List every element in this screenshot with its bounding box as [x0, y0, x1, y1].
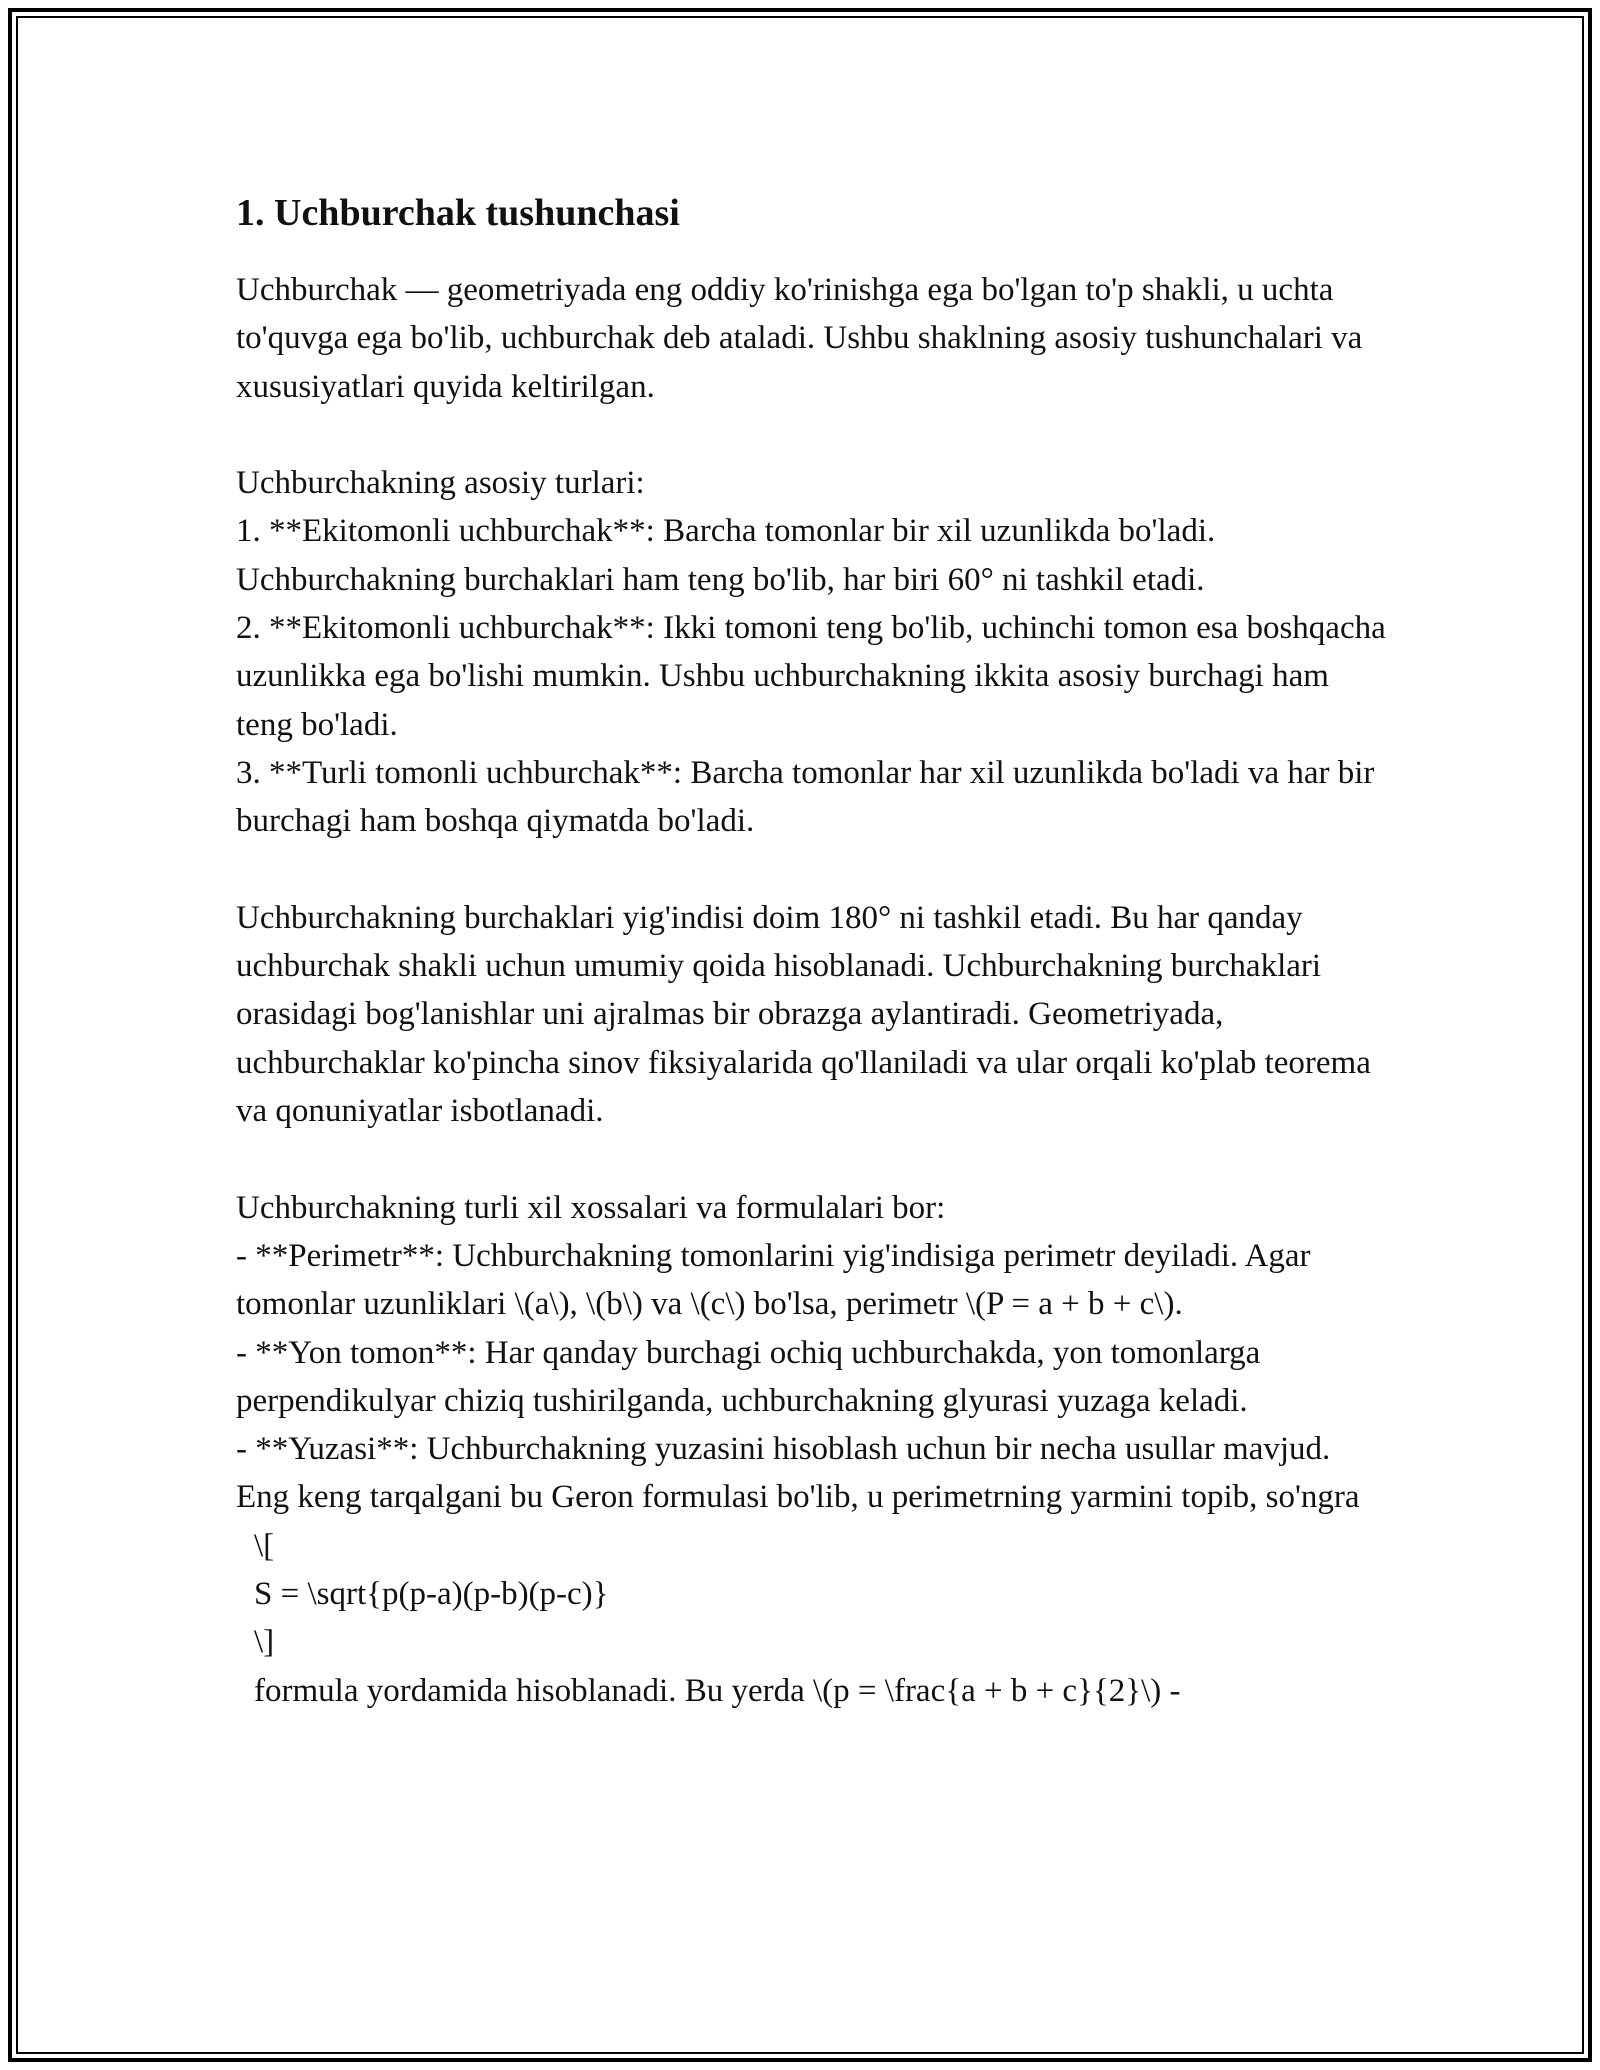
type-item-3: 3. **Turli tomonli uchburchak**: Barcha tomonlar har xil uzunlikda bo'ladi va har bir burchagi ham boshqa qiymatda bo'ladi. — [236, 754, 1383, 840]
type-item-1: 1. **Ekitomonli uchburchak**: Barcha tomonlar bir xil uzunlikda bo'ladi. Uchburchakning burchaklari ham teng bo'lib, har biri 60° ni tashkil etadi. — [236, 513, 1224, 598]
spacer — [236, 846, 1386, 894]
document-body — [236, 186, 1394, 1715]
type-item-2: 2. **Ekitomonli uchburchak**: Ikki tomoni teng bo'lib, uchinchi tomon esa boshqacha uzunlikka ega bo'lishi mumkin. Ushbu uchburchakning ikkita asosiy burchagi ham teng bo'ladi. — [236, 610, 1394, 743]
spacer — [236, 1135, 1386, 1183]
formula-close: \] — [254, 1624, 275, 1661]
side-item: - **Yon tomon**: Har qanday burchagi ochiq uchburchakda, yon tomonlarga perpendikulyar chiziq tushirilganda, uchburchakning glyurasi yuzaga keladi. — [236, 1334, 1269, 1419]
angles-paragraph: Uchburchakning burchaklari yig'indisi doim 180° ni tashkil etadi. Bu har qanday uchburchak shakli uchun umumiy qoida hisoblanadi. Uchburchakning burchaklari orasidagi bog'lanishlar uni ajralmas bir obrazga aylantiradi. Geometriyada, uchburchaklar ko'pincha sinov fiksiyalarida qo'llaniladi va ular orqali ko'plab teorema va qonuniyatlar isbotlanadi. — [236, 899, 1380, 1130]
perimeter-item: - **Perimetr**: Uchburchakning tomonlarini yig'indisiga perimetr deyiladi. Agar tomonlar uzunliklari \(a\), \(b\) va \(c\) bo'lsa, perimetr \(P = a + b + c\). — [236, 1237, 1319, 1323]
formula-open: \[ — [254, 1527, 275, 1564]
spacer — [236, 411, 1386, 459]
intro-paragraph: Uchburchak — geometriyada eng oddiy ko'rinishga ega bo'lgan to'p shakli, u uchta to'quvga ega bo'lib, uchburchak deb ataladi. Ushbu shaklning asosiy tushunchalari va xususiyatlari quyida keltirilgan. — [236, 272, 1371, 405]
properties-title: Uchburchakning turli xil xossalari va formulalari bor: — [236, 1189, 946, 1226]
types-title: Uchburchakning asosiy turlari: — [236, 465, 645, 502]
area-item: - **Yuzasi**: Uchburchakning yuzasini hisoblash uchun bir necha usullar mavjud. Eng keng tarqalgani bu Geron formulasi bo'lib, u perimetrning yarmini topib, so'ngra — [236, 1431, 1360, 1516]
section-heading: 1. Uchburchak tushunchasi — [236, 192, 680, 234]
formula-tail: formula yordamida hisoblanadi. Bu yerda \(p = \frac{a + b + c}{2}\) - — [254, 1672, 1181, 1709]
formula-line: S = \sqrt{p(p-a)(p-b)(p-c)} — [254, 1576, 609, 1613]
